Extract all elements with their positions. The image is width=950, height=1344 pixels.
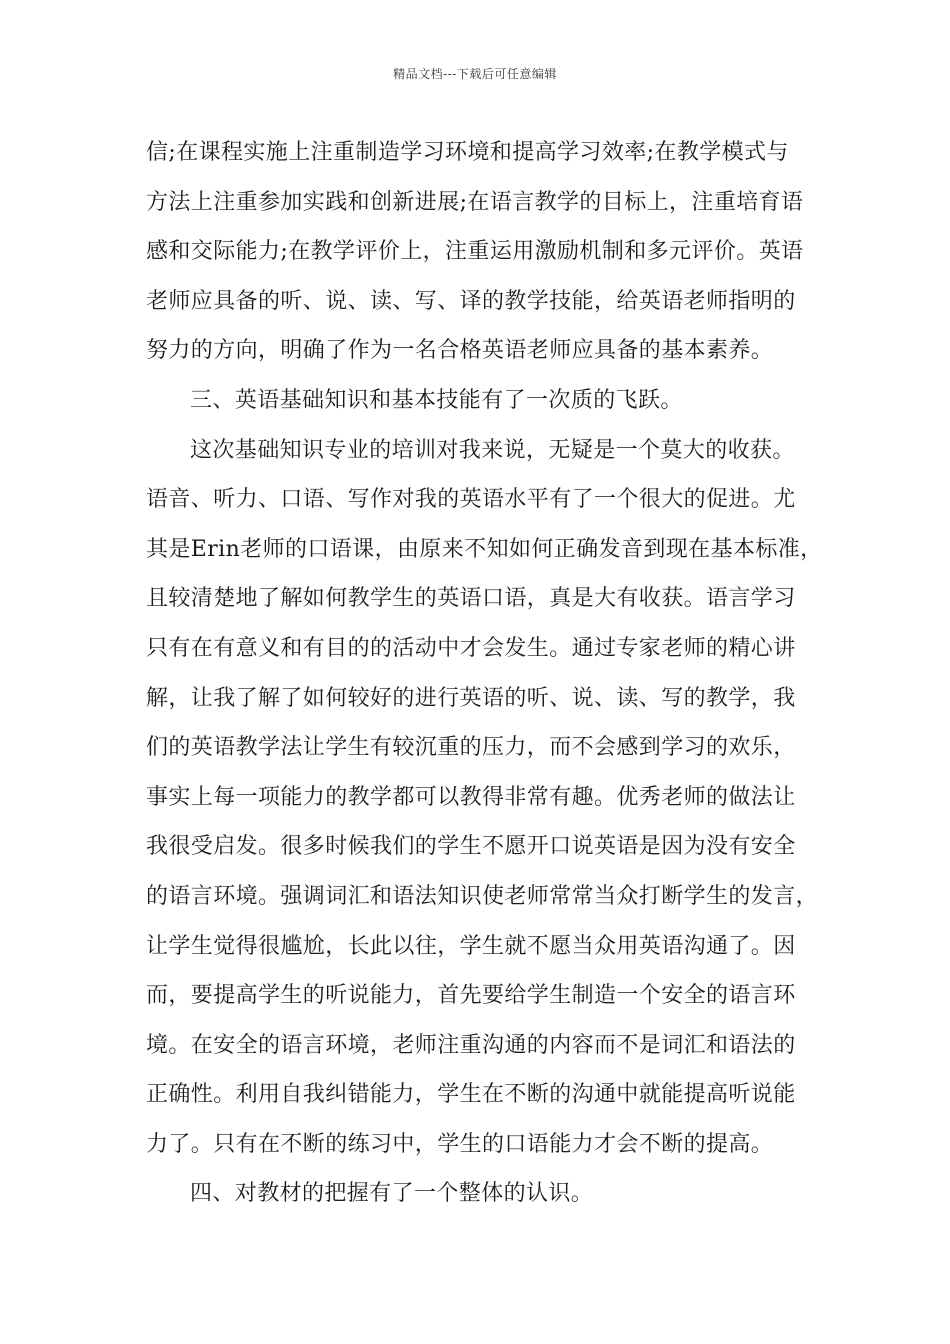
text-line: 老师应具备的听、说、读、写、译的教学技能，给英语老师指明的 [146, 288, 796, 314]
text-line: 只有在有意义和有目的的活动中才会发生。通过专家老师的精心讲 [146, 635, 796, 661]
text-line: 而，要提高学生的听说能力，首先要给学生制造一个安全的语言环 [146, 983, 796, 1009]
text-line: 感和交际能力;在教学评价上，注重运用激励机制和多元评价。英语 [146, 239, 804, 265]
text-line: 努力的方向，明确了作为一名合格英语老师应具备的基本素养。 [146, 338, 774, 364]
text-line: 的语言环境。强调词汇和语法知识使老师常常当众打断学生的发言， [146, 883, 819, 909]
text-line: 解，让我了解了如何较好的进行英语的听、说、读、写的教学，我 [146, 685, 796, 711]
text-line: 境。在安全的语言环境，老师注重沟通的内容而不是词汇和语法的 [146, 1032, 796, 1058]
text-line: 其是Erin老师的口语课，由原来不知如何正确发音到现在基本标准， [146, 536, 823, 562]
text-line: 们的英语教学法让学生有较沉重的压力，而不会感到学习的欢乐， [146, 735, 796, 761]
section-heading-3: 三、英语基础知识和基本技能有了一次质的飞跃。 [190, 387, 683, 413]
document-body [146, 128, 823, 1219]
text-line: 且较清楚地了解如何教学生的英语口语，真是大有收获。语言学习 [146, 586, 796, 612]
text-line: 我很受启发。很多时候我们的学生不愿开口说英语是因为没有安全 [146, 834, 796, 860]
text-line: 信;在课程实施上注重制造学习环境和提高学习效率;在教学模式与 [146, 140, 789, 165]
text-line: 事实上每一项能力的教学都可以教得非常有趣。优秀老师的做法让 [146, 784, 796, 810]
text-line: 方法上注重参加实践和创新进展;在语言教学的目标上，注重培育语 [146, 189, 804, 215]
text-line: 语音、听力、口语、写作对我的英语水平有了一个很大的促进。尤 [146, 487, 796, 513]
text-line: 让学生觉得很尴尬，长此以往，学生就不愿当众用英语沟通了。因 [146, 933, 796, 959]
text-line: 正确性。利用自我纠错能力，学生在不断的沟通中就能提高听说能 [146, 1082, 796, 1108]
paragraph-first-line: 这次基础知识专业的培训对我来说，无疑是一个莫大的收获。 [190, 437, 795, 463]
text-line: 力了。只有在不断的练习中，学生的口语能力才会不断的提高。 [146, 1131, 774, 1157]
section-heading-4: 四、对教材的把握有了一个整体的认识。 [190, 1181, 594, 1207]
page-header: 精品文档---下载后可任意编辑 [393, 67, 557, 81]
